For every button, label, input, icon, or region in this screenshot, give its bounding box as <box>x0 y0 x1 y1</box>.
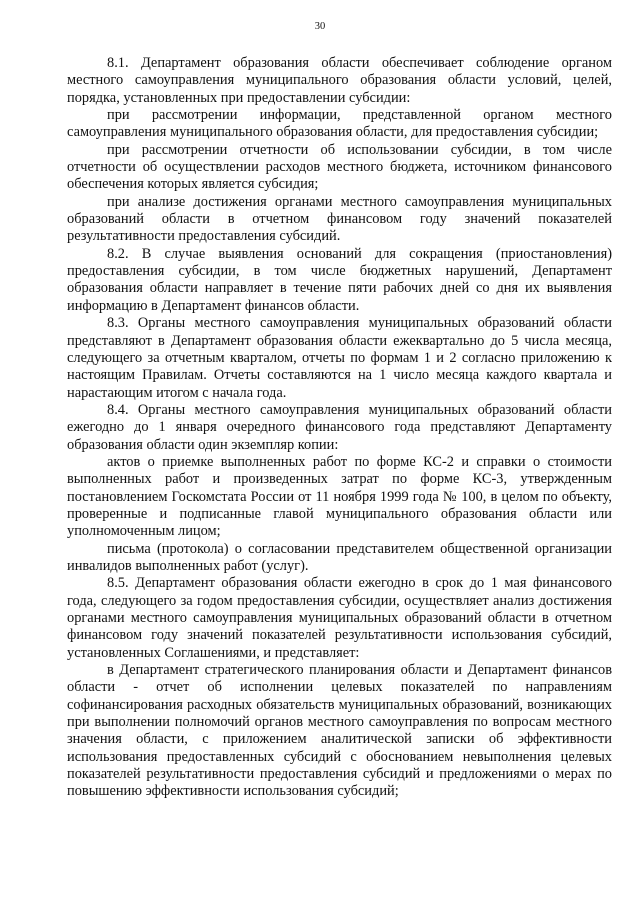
document-body <box>67 55 612 801</box>
paragraph-8-4: 8.4. Органы местного самоуправления муниципальных образований области ежегодно до 1 января очередного финансового года представляют Департаменту образования области один экземпляр копии: <box>67 401 612 453</box>
paragraph-8-3: 8.3. Органы местного самоуправления муниципальных образований области представляют в Департамент образования области ежеквартально до 5 числа месяца, следующего за отчетным кварталом, отчеты по формам 1 и 2 согласно приложению к настоящим Правилам. Отчеты составляются на 1 число месяца каждого квартала и нарастающим итогом с начала года. <box>67 315 612 401</box>
paragraph-item-reporting-review: при рассмотрении отчетности об использовании субсидии, в том числе отчетности об осуществлении расходов местного бюджета, источником финансового обеспечения которых является субсидия; <box>67 141 612 193</box>
paragraph-8-1: 8.1. Департамент образования области обеспечивает соблюдение органом местного самоуправления муниципального образования области условий, целей, порядка, установленных при предоставлении субсидии: <box>67 55 612 106</box>
paragraph-8-2: 8.2. В случае выявления оснований для сокращения (приостановления) предоставления субсидии, в том числе бюджетных нарушений, Департамент образования области направляет в течение пяти рабочих дней со дня их выявления информацию в Департамент финансов области. <box>67 245 612 314</box>
paragraph-item-strategic-planning-report: в Департамент стратегического планирования области и Департамент финансов области - отчет об исполнении целевых показателей по направлениям софинансирования расходных обязательств муниципальных образований, возникающих при выполнении полномочий органов местного самоуправления по вопросам местного значения области, с приложением аналитической записки об эффективности использования предоставленных субсидий с обоснованием невыполнения целевых показателей результативности предоставления субсидий и предложениями о мерах по повышению эффективности использования субсидий; <box>67 662 612 800</box>
paragraph-8-5: 8.5. Департамент образования области ежегодно в срок до 1 мая финансового года, следующего за годом предоставления субсидии, осуществляет анализ достижения органами местного самоуправления муниципальных образований области в отчетном финансовом году значений показателей результативности использования субсидий, установленных Соглашениями, и представляет: <box>67 575 612 661</box>
paragraph-item-approval-letters: письма (протокола) о согласовании представителем общественной организации инвалидов выполненных работ (услуг). <box>67 540 612 574</box>
page-number: 30 <box>314 21 326 32</box>
paragraph-item-indicator-analysis: при анализе достижения органами местного самоуправления муниципальных образований области в отчетном финансовом году значений показателей результативности предоставления субсидий. <box>67 193 612 245</box>
paragraph-item-information-review: при рассмотрении информации, представленной органом местного самоуправления муниципального образования области, для предоставления субсидии; <box>67 107 612 141</box>
paragraph-item-acceptance-acts: актов о приемке выполненных работ по форме КС-2 и справки о стоимости выполненных работ и произведенных затрат по форме КС-3, утвержденным постановлением Госкомстата России от 11 ноября 1999 года № 100, в целом по объекту, проверенные и подписанные главой муниципального образования области или уполномоченным лицом; <box>67 453 612 540</box>
